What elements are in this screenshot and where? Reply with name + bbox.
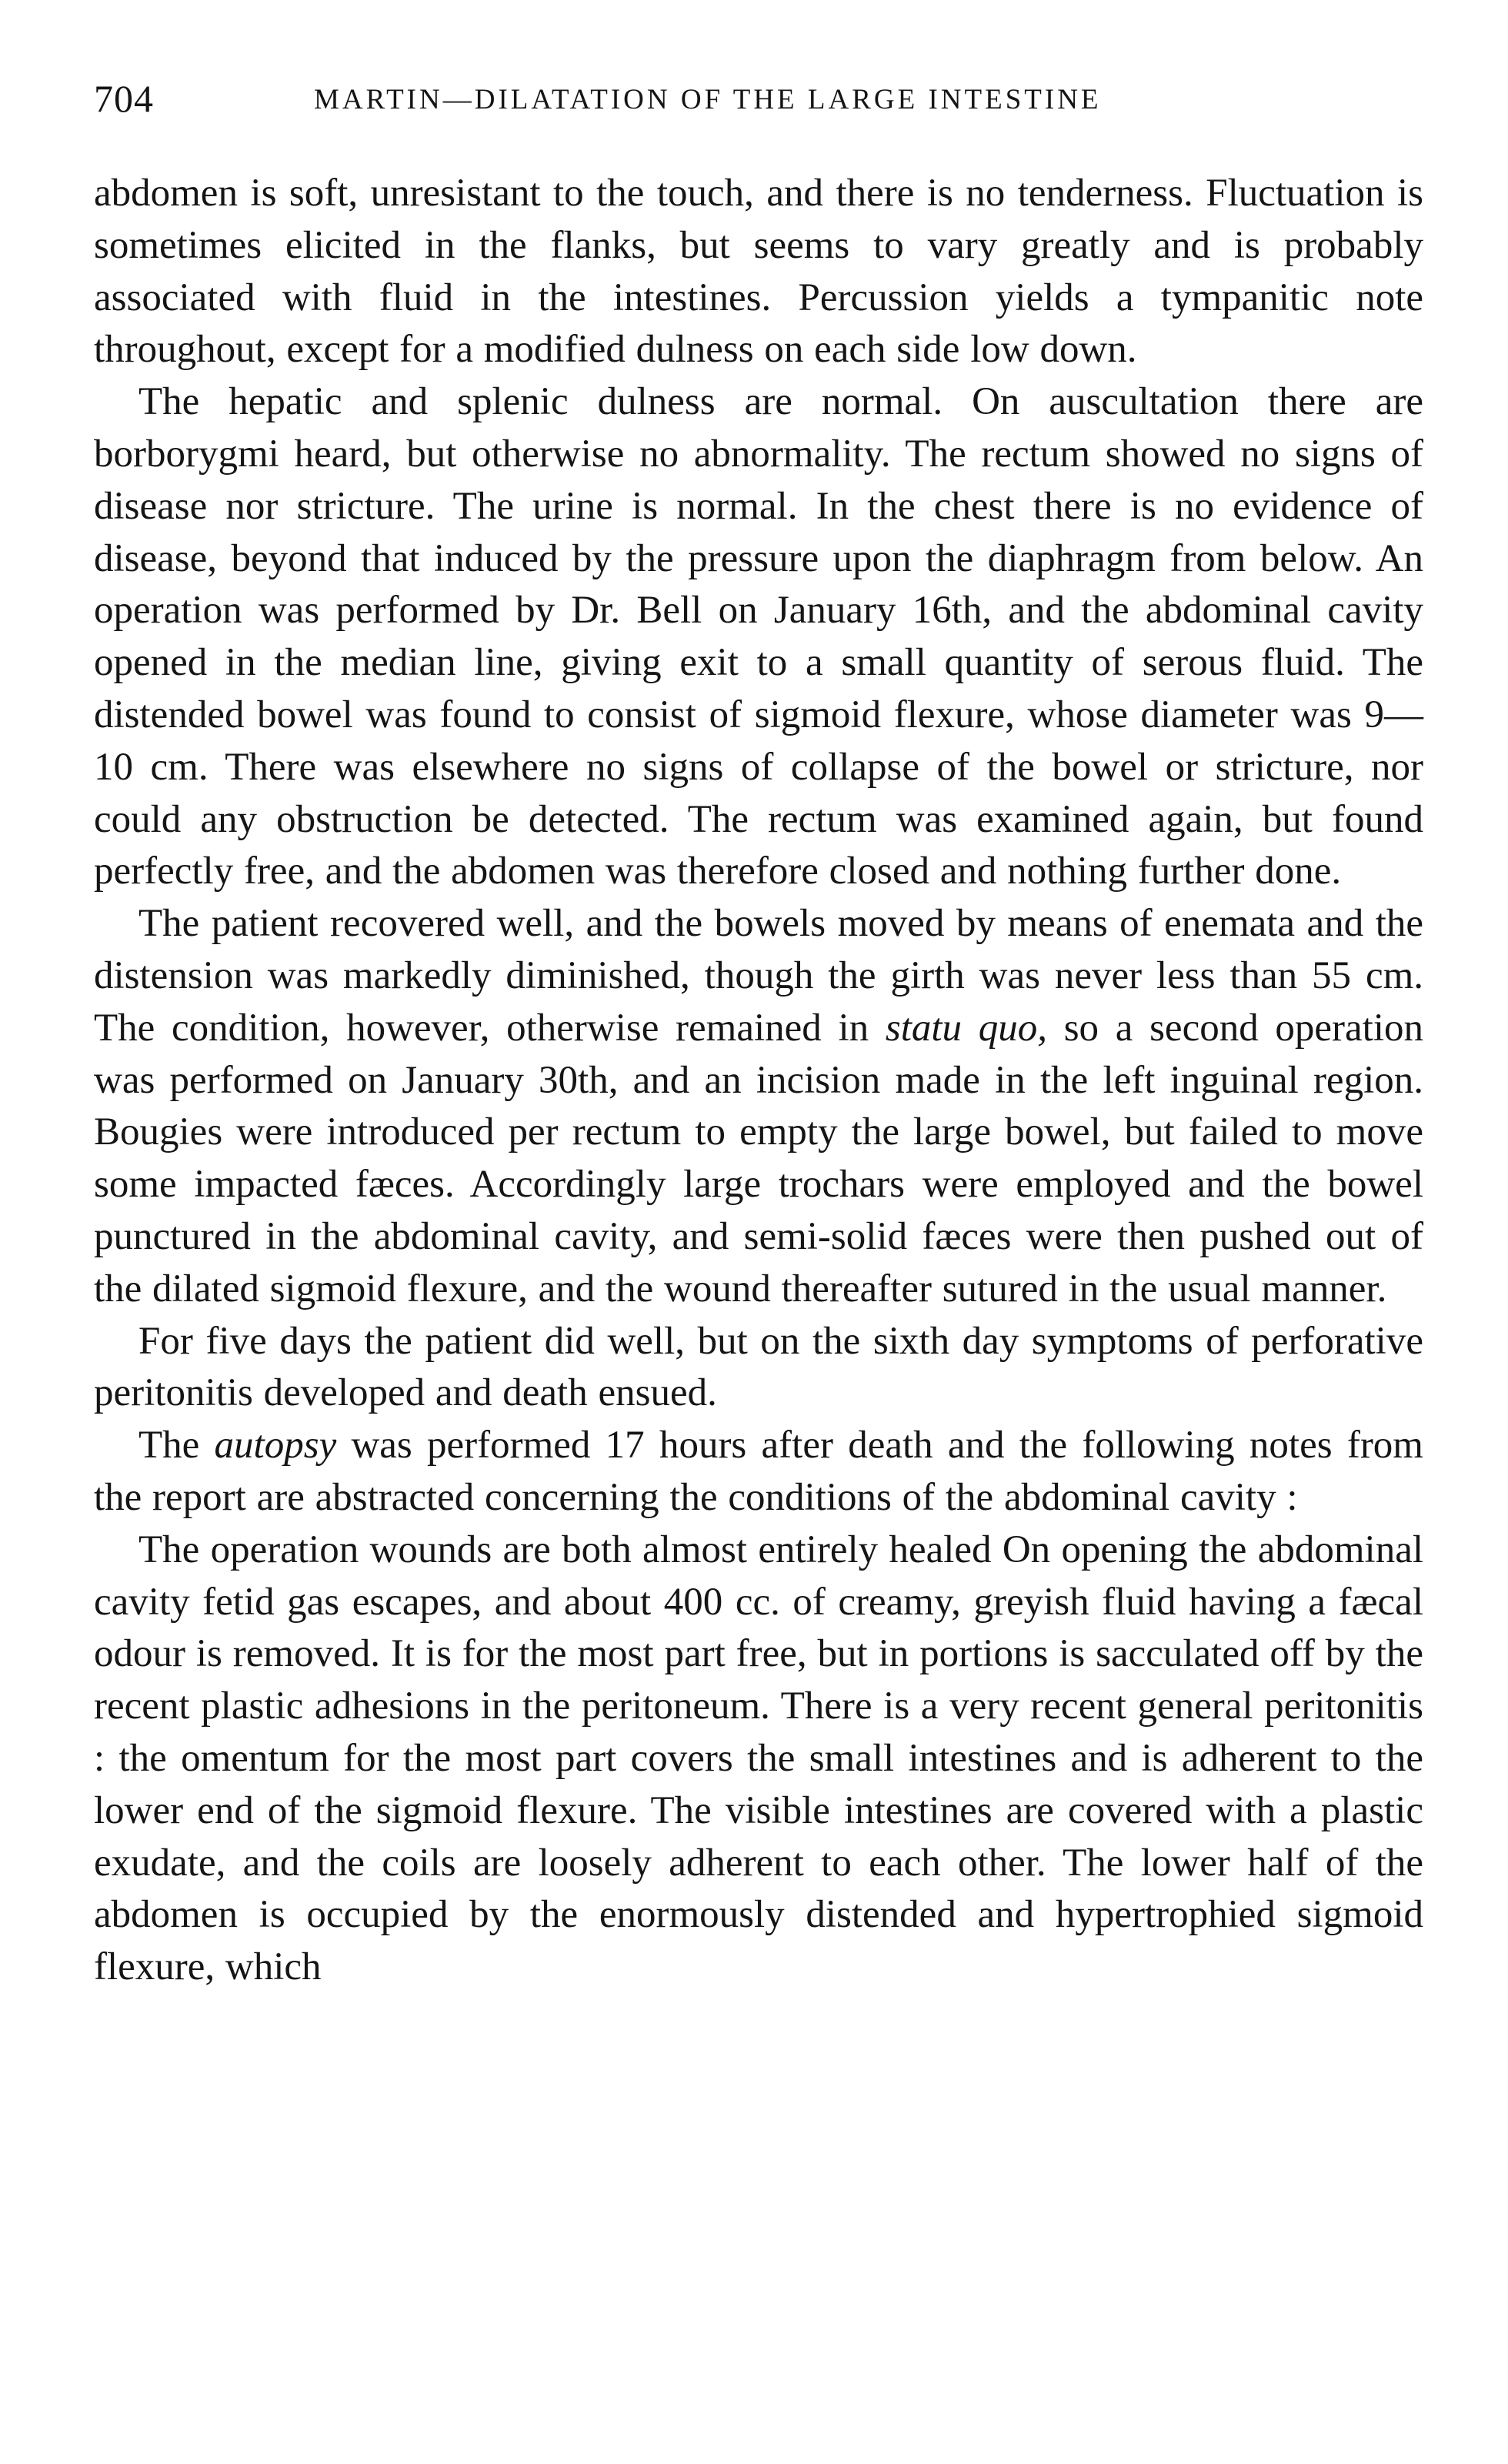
autopsy-term: autopsy: [214, 1424, 337, 1467]
paragraph-abdomen-exam: abdomen is soft, unresistant to the touch, and there is no tenderness. Fluctuation is sometimes elicited in the flanks, but seems to vary greatly and is probably associated with fluid in the intestines. Percussion yields a tympanitic note throughout, except for a modified dulness on each side low down.: [94, 172, 1423, 372]
document-page: [94, 74, 1423, 2444]
paragraph-text-after-italic: was performed 17 hours after death and the following notes from the report are abstracted concerning the conditions of the abdominal cavity :: [94, 1424, 1423, 1519]
page-number: 704: [94, 77, 154, 120]
paragraph-text-before-italic: The patient recovered well, and the bowels moved by means of enemata and the distension was markedly diminished, though the girth was never less than 55 cm. The condition, however, otherwise remained in: [94, 902, 1423, 1050]
running-head: [94, 74, 1423, 128]
paragraph-autopsy-intro: [94, 1420, 1423, 1524]
latin-phrase: statu quo,: [885, 1006, 1047, 1050]
paragraph-autopsy-findings: The operation wounds are both almost entirely healed On opening the abdominal cavity fetid gas escapes, and about 400 cc. of creamy, greyish fluid having a fæcal odour is removed. It is for the most part free, but in portions is sacculated off by the recent plastic adhesions in the peritoneum. There is a very recent general peritonitis : the omentum for the most part covers the small intestines and is adherent to the lower end of the sigmoid flexure. The visible intestines are covered with a plastic exudate, and the coils are loosely adherent to each other. The lower half of the abdomen is occupied by the enormously distended and hypertrophied sigmoid flexure, which: [94, 1527, 1423, 1989]
running-title: MARTIN—DILATATION OF THE LARGE INTESTINE: [314, 84, 1102, 115]
paragraph-first-operation: The hepatic and splenic dulness are normal. On auscultation there are borborygmi heard, but otherwise no abnormality. The rectum showed no signs of disease nor stricture. The urine is normal. In the chest there is no evidence of disease, beyond that induced by the pressure upon the diaphragm from below. An operation was performed by Dr. Bell on January 16th, and the abdominal cavity opened in the median line, giving exit to a small quantity of serous fluid. The distended bowel was found to consist of sigmoid flexure, whose diameter was 9—10 cm. There was elsewhere no signs of collapse of the bowel or stricture, nor could any obstruction be detected. The rectum was examined again, but found perfectly free, and the abdomen was therefore closed and nothing further done.: [94, 380, 1423, 893]
paragraph-text-before-italic: The: [138, 1424, 215, 1467]
paragraph-second-operation: [94, 898, 1423, 1315]
paragraph-text-after-italic: so a second operation was performed on January 30th, and an incision made in the left inguinal region. Bougies were introduced per rectum to empty the large bowel, but failed to move some impacted fæces. Accordingly large trochars were employed and the bowel punctured in the abdominal cavity, and semi-solid fæces were then pushed out of the dilated sigmoid flexure, and the wound thereafter sutured in the usual manner.: [94, 1006, 1423, 1310]
paragraph-peritonitis: For five days the patient did well, but on the sixth day symptoms of perforative peritonitis developed and death ensued.: [94, 1319, 1423, 1415]
